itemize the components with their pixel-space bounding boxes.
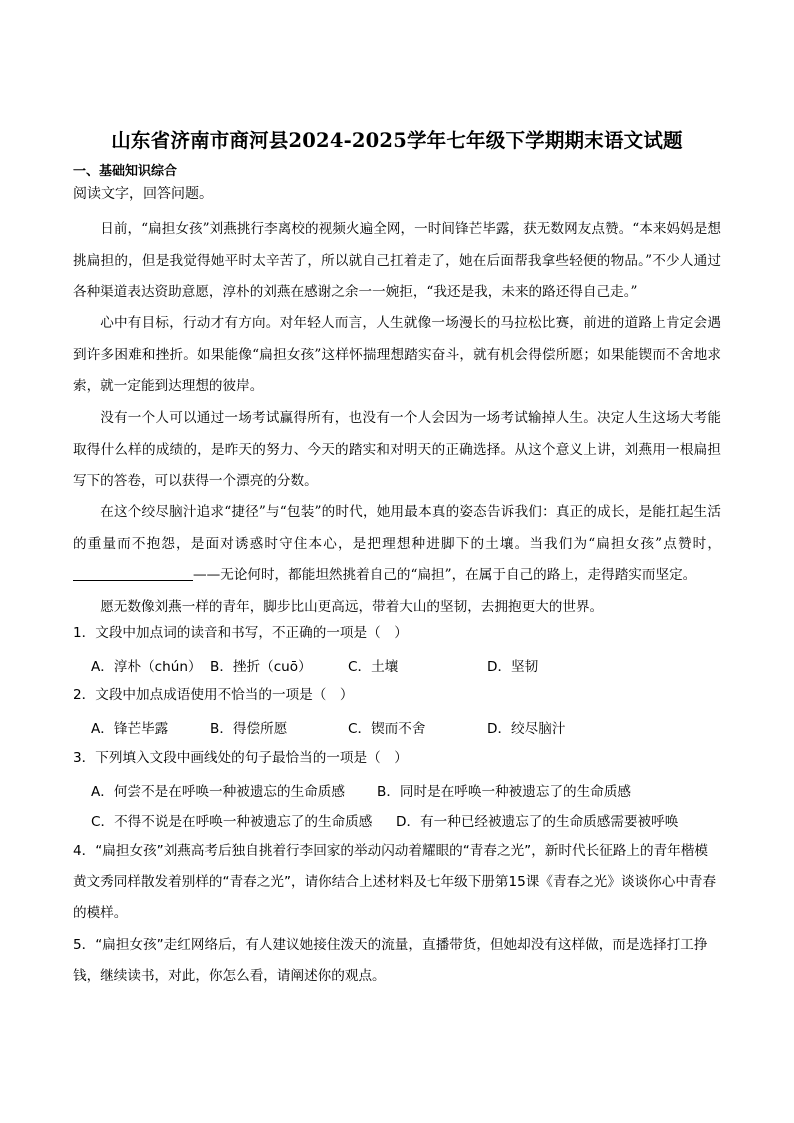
question-4: 4．“扁担女孩”刘燕高考后独自挑着行李回家的举动闪动着耀眼的“青春之光”，新时代长征路上的青年楷模黄文秀同样散发着别样的“青春之光”，请你结合上述材料及七年级下册第15课《青春之光》谈谈你心中青春的模样。: [73, 843, 717, 921]
passage-paragraph-3: 没有一个人可以通过一场考试赢得所有，也没有一个人会因为一场考试输掉人生。决定人生这场大考能取得什么样的成绩的，是昨天的努力、今天的踏实和对明天的正确选择。从这个意义上讲，刘燕用一根扁担写下的答卷，可以获得一个漂亮的分数。: [73, 410, 721, 490]
section-heading: 一、基础知识综合: [73, 164, 178, 179]
question-1: 1．文段中加点词的读音和书写，不正确的一项是（ ）: [73, 625, 408, 641]
paragraph-4-continuation: ——无论何时，都能坦然挑着自己的“扁担”，在属于自己的路上，走得踏实而坚定。: [193, 567, 697, 584]
q3-option-a[interactable]: A．何尝不是在呼唤一种被遗忘的生命质感: [91, 784, 345, 800]
question-5: 5．“扁担女孩”走红网络后，有人建议她接住泼天的流量，直播带货，但她却没有这样做，而是选择打工挣钱，继续读书，对此，你怎么看，请阐述你的观点。: [73, 937, 708, 984]
reading-instruction: 阅读文字，回答问题。: [73, 186, 213, 202]
q2-option-d[interactable]: D．绞尽脑汁: [487, 721, 566, 737]
q1-option-a[interactable]: A．淳朴（chún）: [91, 659, 202, 675]
page-title: 山东省济南市商河县2024-2025学年七年级下学期期末语文试题: [111, 129, 683, 152]
q2-option-a[interactable]: A．锋芒毕露: [91, 721, 169, 737]
q3-option-c[interactable]: C．不得不说是在呼唤一种被遗忘了的生命质感: [91, 814, 373, 830]
q3-option-d[interactable]: D．有一种已经被遗忘了的生命质感需要被呼唤: [396, 814, 679, 830]
paragraph-4-text: 在这个绞尽脑汁追求“捷径”与“包装”的时代，她用最本真的姿态告诉我们：真正的成长，是能扛起生活的重量而不抱怨，是面对诱惑时守住本心，是把理想种进脚下的土壤。当我们为“扁担女孩”点赞时，: [73, 504, 721, 552]
q2-option-b[interactable]: B．得偿所愿: [210, 721, 288, 737]
passage-paragraph-4: [73, 497, 721, 592]
fill-blank-line[interactable]: [73, 566, 193, 581]
q2-option-c[interactable]: C．锲而不舍: [348, 721, 426, 737]
q1-option-b[interactable]: B．挫折（cuō）: [210, 659, 312, 675]
q3-option-b[interactable]: B．同时是在呼唤一种被遗忘了的生命质感: [377, 784, 632, 800]
passage-paragraph-5: 愿无数像刘燕一样的青年，脚步比山更高远，带着大山的坚韧，去拥抱更大的世界。: [100, 599, 604, 615]
passage-paragraph-1: 日前，“扁担女孩”刘燕挑行李离校的视频火遍全网，一时间锋芒毕露，获无数网友点赞。“本来妈妈是想挑扁担的，但是我觉得她平时太辛苦了，所以就自己扛着走了，她在后面帮我拿些轻便的物品。”不少人通过各种渠道表达资助意愿，淳朴的刘燕在感谢之余一一婉拒，“我还是我，未来的路还得自己走。”: [73, 221, 721, 301]
question-3: 3．下列填入文段中画线处的句子最恰当的一项是（ ）: [73, 750, 408, 766]
q1-option-d[interactable]: D．坚韧: [487, 659, 539, 675]
passage-paragraph-2: 心中有目标，行动才有方向。对年轻人而言，人生就像一场漫长的马拉松比赛，前进的道路上肯定会遇到许多困难和挫折。如果能像“扁担女孩”这样怀揣理想踏实奋斗，就有机会得偿所愿；如果能锲而不舍地求索，就一定能到达理想的彼岸。: [73, 315, 721, 395]
question-2: 2．文段中加点成语使用不恰当的一项是（ ）: [73, 687, 354, 703]
q1-option-c[interactable]: C．土壤: [348, 659, 399, 675]
